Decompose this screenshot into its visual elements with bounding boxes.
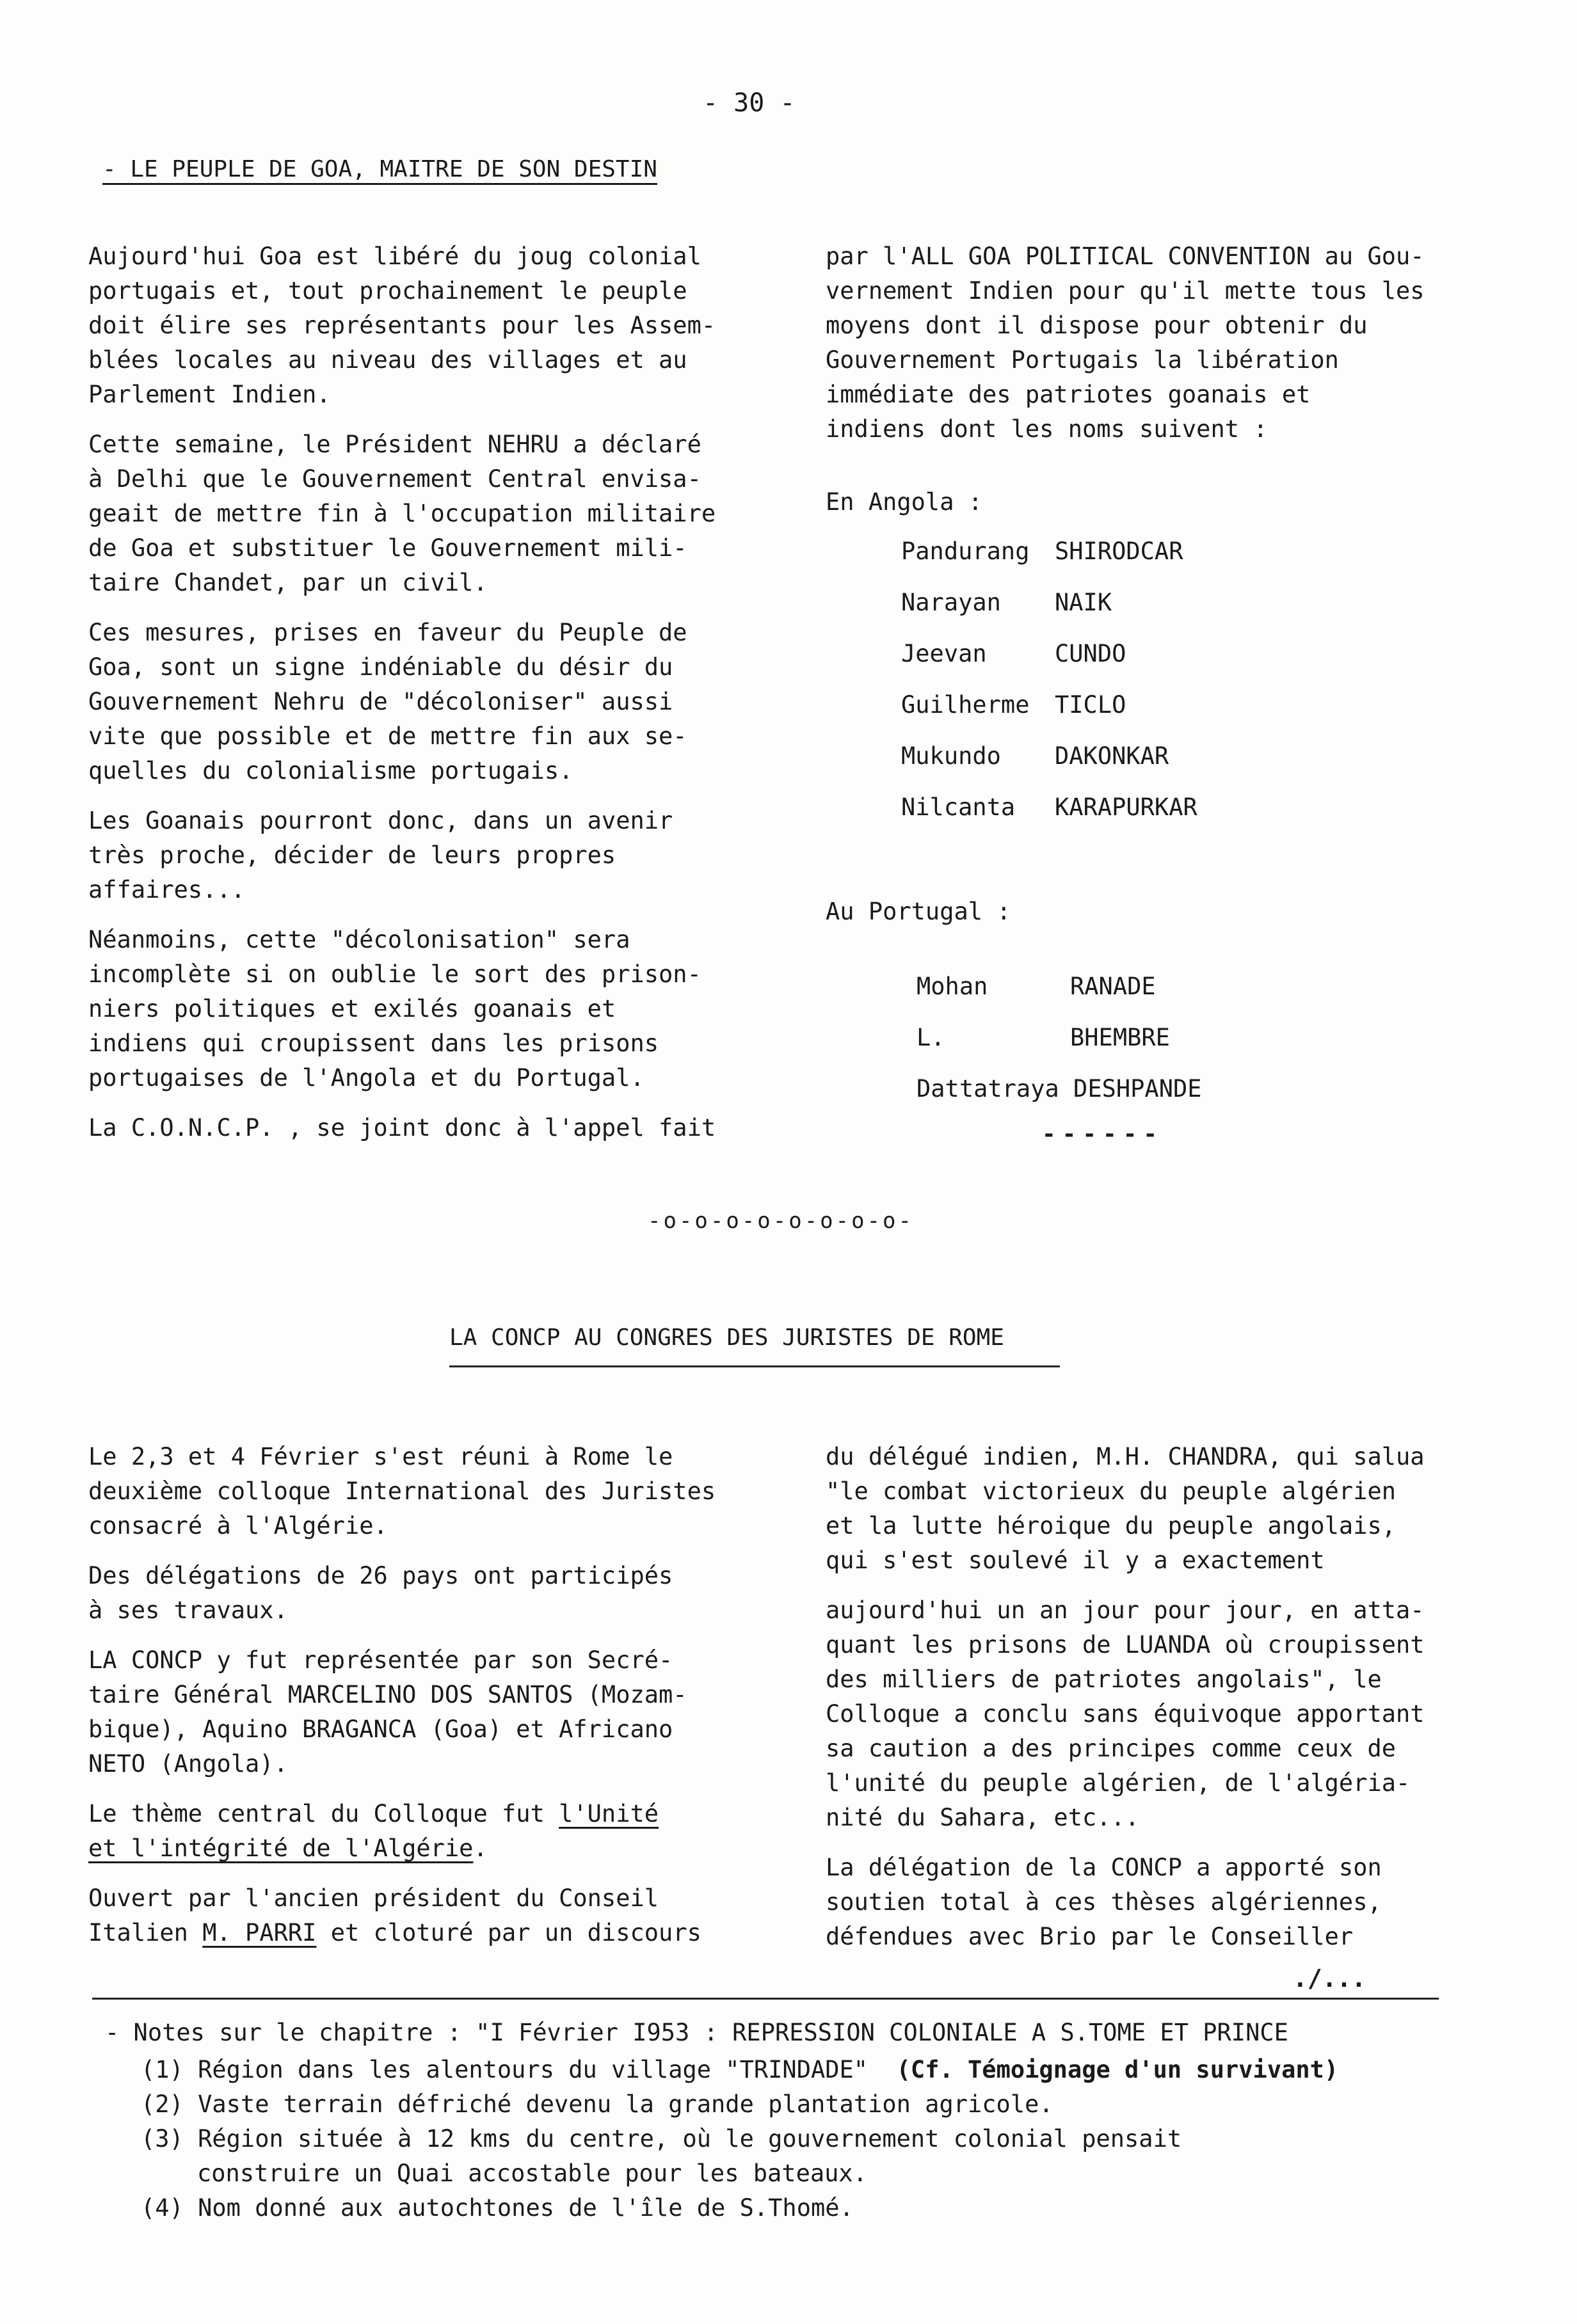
prisoner-last-name: CUNDO (1055, 640, 1126, 667)
opening-line-1: Ouvert par l'ancien président du Conseil (88, 1884, 659, 1912)
theme-paragraph (88, 1797, 786, 1866)
note-text: (3) Région située à 12 kms du centre, où le gouvernement colonial pensait construire un Quai accostable pour les bateaux. (141, 2125, 1182, 2187)
prisoner-last-name: NAIK (1055, 589, 1112, 616)
prisoner-full-name-first: Dattatraya (917, 1075, 1059, 1102)
prisoner-row (901, 782, 1197, 833)
paragraph: Ces mesures, prises en faveur du Peuple de Goa, sont un signe indéniable du désir du Gouvernement Nehru de "décoloniser" aussi vite que possible et de mettre fin aux se- quelles du colonialisme portugais. (88, 619, 687, 784)
page-number: - 30 - (703, 88, 796, 118)
prisoner-row (901, 680, 1197, 731)
section-concp-right-column (826, 1440, 1485, 1970)
prisoner-row (901, 526, 1197, 577)
prisoner-first-name: Guilherme (901, 691, 1030, 719)
theme-intro: Le thème central du Colloque fut (88, 1800, 559, 1827)
prisoner-row (901, 577, 1197, 628)
portugal-prisoner-list (917, 961, 1202, 1115)
paragraph: Aujourd'hui Goa est libéré du joug colonial portugais et, tout prochainement le peuple doit élire ses représentants pour les Assem- blées locales au niveau des villages et au Parlement Indien. (88, 243, 716, 408)
opening-line-2a: Italien (88, 1919, 203, 1946)
note-reference: (Cf. Témoignage d'un survivant) (896, 2056, 1339, 2083)
portugal-label: Au Portugal : (826, 898, 1011, 925)
heading-underline (449, 1365, 1060, 1367)
section-goa-left-column (88, 239, 786, 1161)
section-goa-right-column (826, 239, 1485, 462)
prisoner-first-name: Pandurang (901, 537, 1030, 565)
prisoner-first-name: Mohan (917, 973, 988, 1000)
notes-title: - Notes sur le chapitre : "I Février I953 : REPRESSION COLONIALE A S.TOME ET PRINCE (105, 2019, 1288, 2046)
paragraph: Le 2,3 et 4 Février s'est réuni à Rome le deuxième colloque International des Juristes consacré à l'Algérie. (88, 1443, 716, 1540)
prisoner-row (901, 731, 1197, 782)
section-separator: -o-o-o-o-o-o-o-o- (648, 1208, 914, 1234)
continued-mark: ./... (1293, 1964, 1366, 1993)
note-item (141, 2087, 1481, 2122)
note-item (141, 2191, 1481, 2225)
prisoner-first-name: Jeevan (901, 640, 987, 667)
note-item (141, 2053, 1481, 2087)
angola-label: En Angola : (826, 488, 983, 516)
paragraph: Les Goanais pourront donc, dans un avenir très proche, décider de leurs propres affaires... (88, 807, 673, 903)
prisoner-last-name: TICLO (1055, 691, 1126, 719)
end-dashes: ------ (1042, 1121, 1164, 1147)
paragraph: du délégué indien, M.H. CHANDRA, qui salua "le combat victorieux du peuple algérien et la lutte héroique du peuple angolais, qui s'est soulevé il y a exactement (826, 1443, 1425, 1574)
prisoner-first-name: L. (917, 1024, 945, 1051)
prisoner-last-name: DESHPANDE (1073, 1075, 1202, 1102)
prisoner-last-name: DAKONKAR (1055, 742, 1169, 770)
note-item (141, 2122, 1481, 2191)
opening-paragraph (88, 1881, 786, 1950)
note-text: (1) Région dans les alentours du village "TRINDADE" (141, 2056, 869, 2083)
chapter-notes (105, 2016, 1481, 2225)
prisoner-row (917, 961, 1202, 1012)
section-concp-left-column (88, 1440, 786, 1966)
prisoner-row (917, 1063, 1202, 1115)
opening-line-2b: et cloturé par un discours (316, 1919, 701, 1946)
paragraph: LA CONCP y fut représentée par son Secré- taire Général MARCELINO DOS SANTOS (Mozam- bique), Aquino BRAGANCA (Goa) et Africano NETO (Angola). (88, 1646, 687, 1778)
paragraph: La C.O.N.C.P. , se joint donc à l'appel fait (88, 1114, 716, 1142)
prisoner-last-name: RANADE (1070, 973, 1156, 1000)
theme-end: . (473, 1835, 488, 1862)
note-text: (2) Vaste terrain défriché devenu la grande plantation agricole. (141, 2090, 1053, 2118)
paragraph: Néanmoins, cette "décolonisation" sera incomplète si on oublie le sort des prison- niers politiques et exilés goanais et indiens qui croupissent dans les prisons portugaises de l'Angola et du Portugal. (88, 926, 701, 1092)
paragraph: La délégation de la CONCP a apporté son soutien total à ces thèses algériennes, défendues avec Brio par le Conseiller (826, 1854, 1382, 1950)
note-text: (4) Nom donné aux autochtones de l'île de S.Thomé. (141, 2194, 854, 2222)
paragraph: par l'ALL GOA POLITICAL CONVENTION au Gou- vernement Indien pour qu'il mette tous les moyens dont il dispose pour obtenir du Gouvernement Portugais la libération immédiate des patriotes goanais et indiens dont les noms suivent : (826, 243, 1425, 443)
angola-prisoner-list (901, 526, 1197, 833)
prisoner-first-name: Mukundo (901, 742, 1001, 770)
paragraph: Cette semaine, le Président NEHRU a déclaré à Delhi que le Gouvernement Central envisa- geait de mettre fin à l'occupation militaire de Goa et substituer le Gouvernement mili- taire Chandet, par un civil. (88, 431, 716, 596)
notes-list (105, 2053, 1481, 2225)
prisoner-row (917, 1012, 1202, 1063)
prisoner-first-name: Nilcanta (901, 793, 1016, 821)
paragraph: aujourd'hui un an jour pour jour, en atta- quant les prisons de LUANDA où croupissent des milliers de patriotes angolais", le Colloque a conclu sans équivoque apportant sa caution a des principes comme ceux de l'unité du peuple algérien, de l'algéria- nité du Sahara, etc... (826, 1596, 1425, 1831)
prisoner-last-name: BHEMBRE (1070, 1024, 1170, 1051)
prisoner-last-name: SHIRODCAR (1055, 537, 1183, 565)
theme-integrity: et l'intégrité de l'Algérie (88, 1835, 474, 1862)
theme-unity: l'Unité (559, 1800, 659, 1827)
notes-divider (92, 1998, 1439, 2000)
prisoner-last-name: KARAPURKAR (1055, 793, 1197, 821)
opening-name: M. PARRI (202, 1919, 317, 1946)
prisoner-first-name: Narayan (901, 589, 1001, 616)
section-heading-goa: - LE PEUPLE DE GOA, MAITRE DE SON DESTIN (102, 156, 657, 182)
section-heading-concp: LA CONCP AU CONGRES DES JURISTES DE ROME (449, 1325, 1004, 1351)
prisoner-row (901, 628, 1197, 680)
paragraph: Des délégations de 26 pays ont participés à ses travaux. (88, 1562, 673, 1624)
